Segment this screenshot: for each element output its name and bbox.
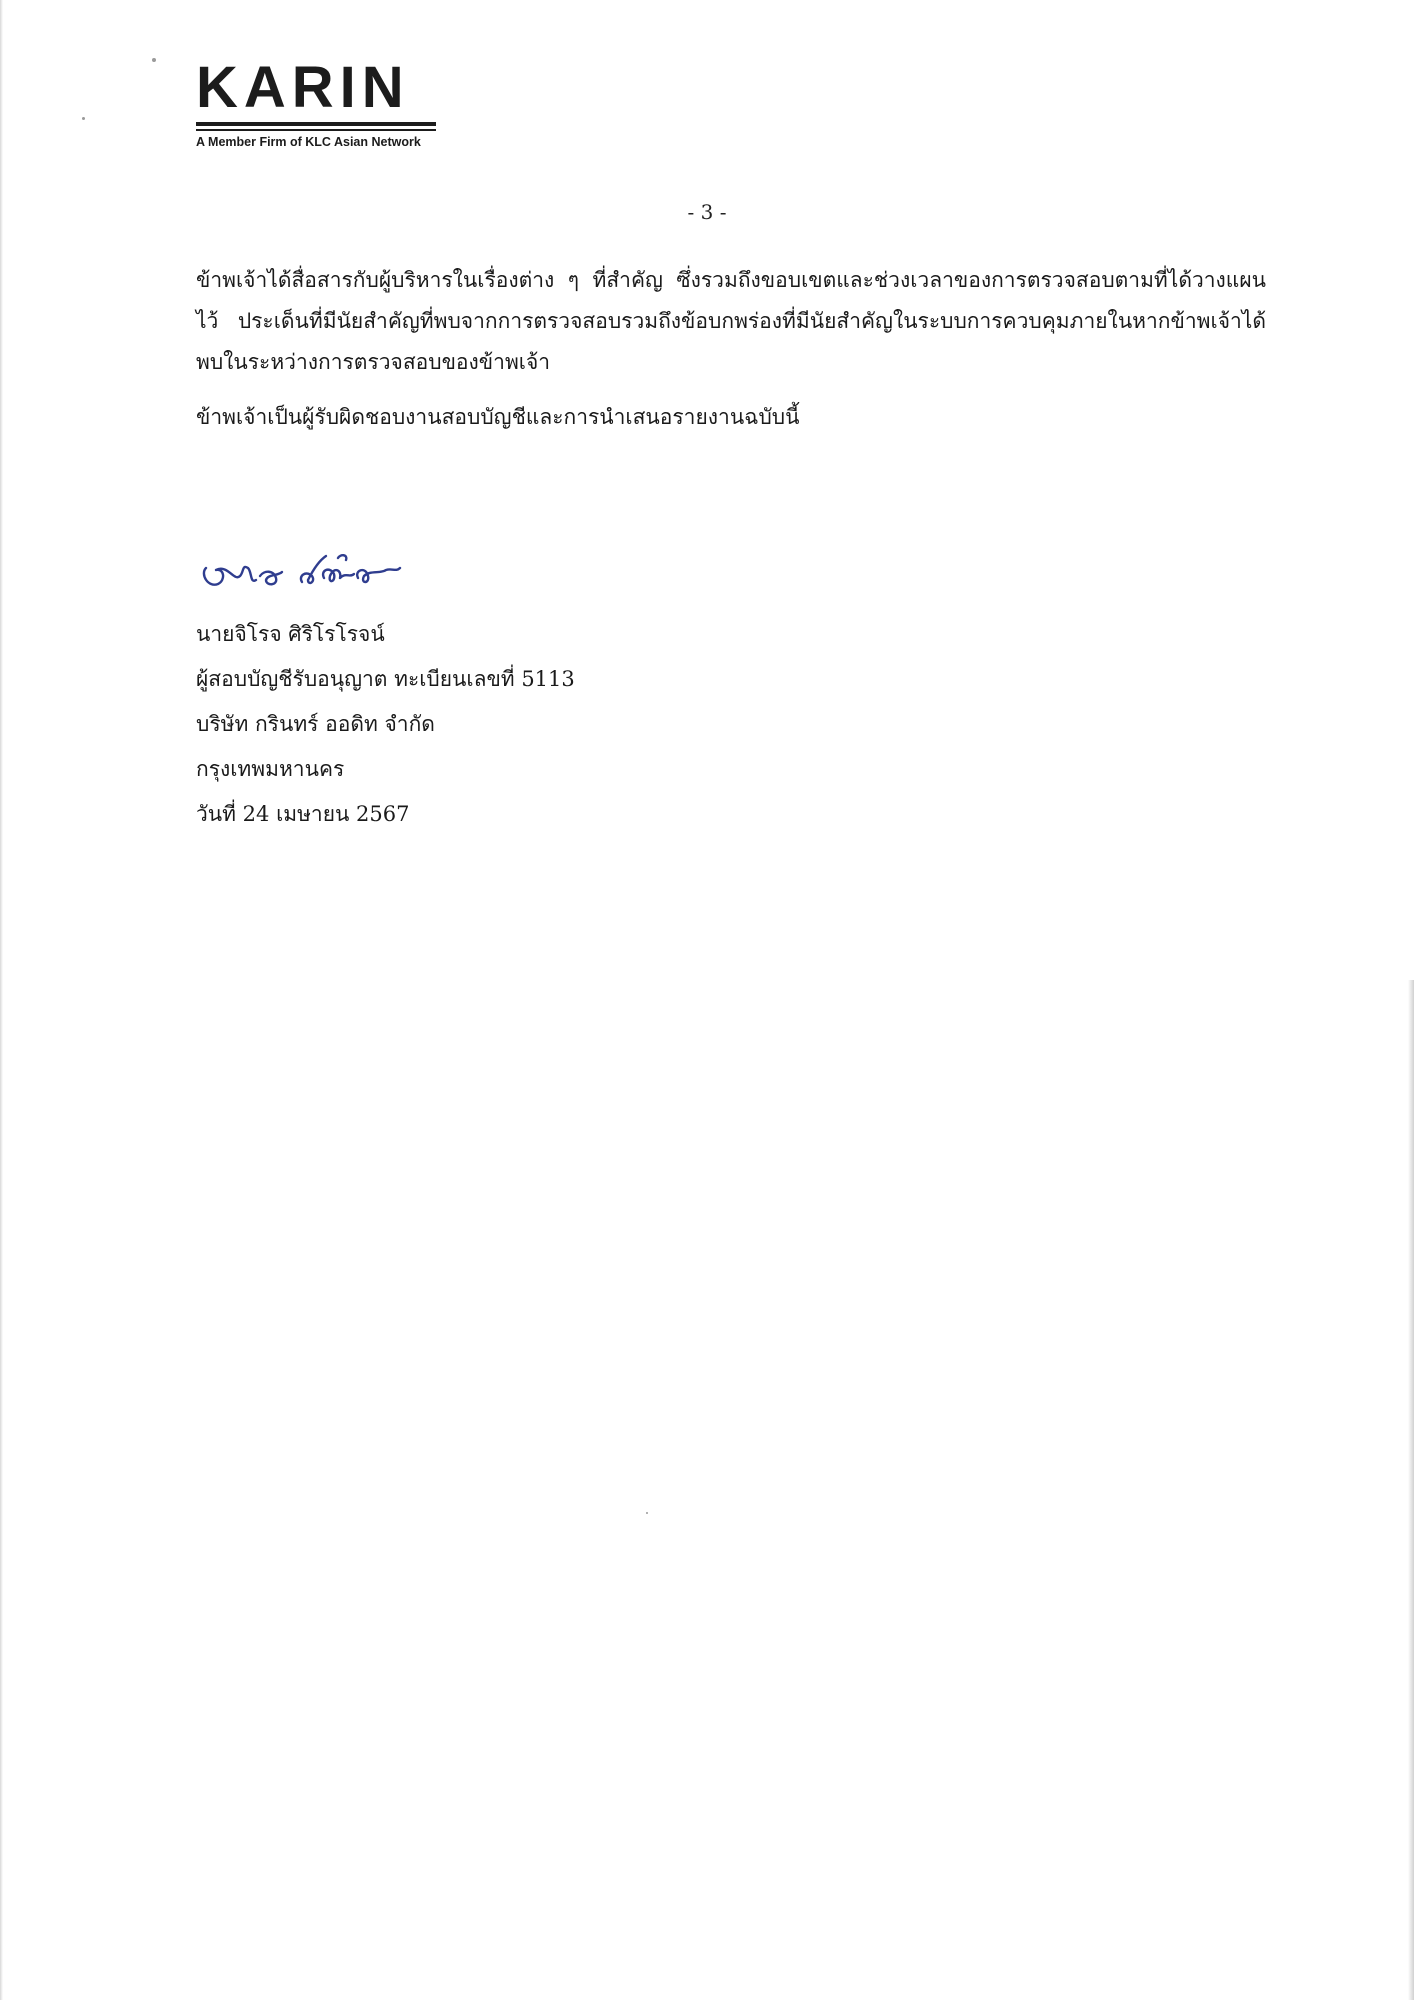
scan-speck xyxy=(82,117,85,120)
logo-rule xyxy=(196,122,436,126)
auditor-name: นายจิโรจ ศิริโรโรจน์ xyxy=(196,622,385,646)
auditor-license: ผู้สอบบัญชีรับอนุญาต ทะเบียนเลขที่ 5113 xyxy=(196,667,575,691)
city: กรุงเทพมหานคร xyxy=(196,757,345,781)
logo-wordmark: KARIN xyxy=(196,55,410,120)
scan-speck xyxy=(646,1512,648,1514)
page-number: - 3 - xyxy=(687,200,727,224)
body-paragraph: ข้าพเจ้าได้สื่อสารกับผู้บริหารในเรื่องต่าง ๆ ที่สำคัญ ซึ่งรวมถึงขอบเขตและช่วงเวลาของการตรวจสอบตามที่ได้วางแผนไว้ ประเด็นที่มีนัยสำคัญที่พบจากการตรวจสอบรวมถึงข้อบกพร่องที่มีนัยสำคัญในระบบการควบคุมภายในหากข้าพเจ้าได้พบในระหว่างการตรวจสอบของข้าพเจ้า xyxy=(196,268,1266,374)
handwritten-signature xyxy=(198,548,408,608)
audit-firm: บริษัท กรินทร์ ออดิท จำกัด xyxy=(196,712,435,736)
scan-edge xyxy=(0,0,3,2000)
body-paragraph: ข้าพเจ้าเป็นผู้รับผิดชอบงานสอบบัญชีและการนำเสนอรายงานฉบับนี้ xyxy=(196,405,800,429)
signature-block xyxy=(196,612,575,837)
report-body xyxy=(196,260,1266,438)
report-date: วันที่ 24 เมษายน 2567 xyxy=(196,802,410,826)
logo-tagline: A Member Firm of KLC Asian Network xyxy=(196,135,421,149)
logo-rule xyxy=(196,129,436,131)
scan-speck xyxy=(152,58,156,62)
scan-edge xyxy=(1408,980,1414,2000)
company-logo xyxy=(196,55,436,149)
